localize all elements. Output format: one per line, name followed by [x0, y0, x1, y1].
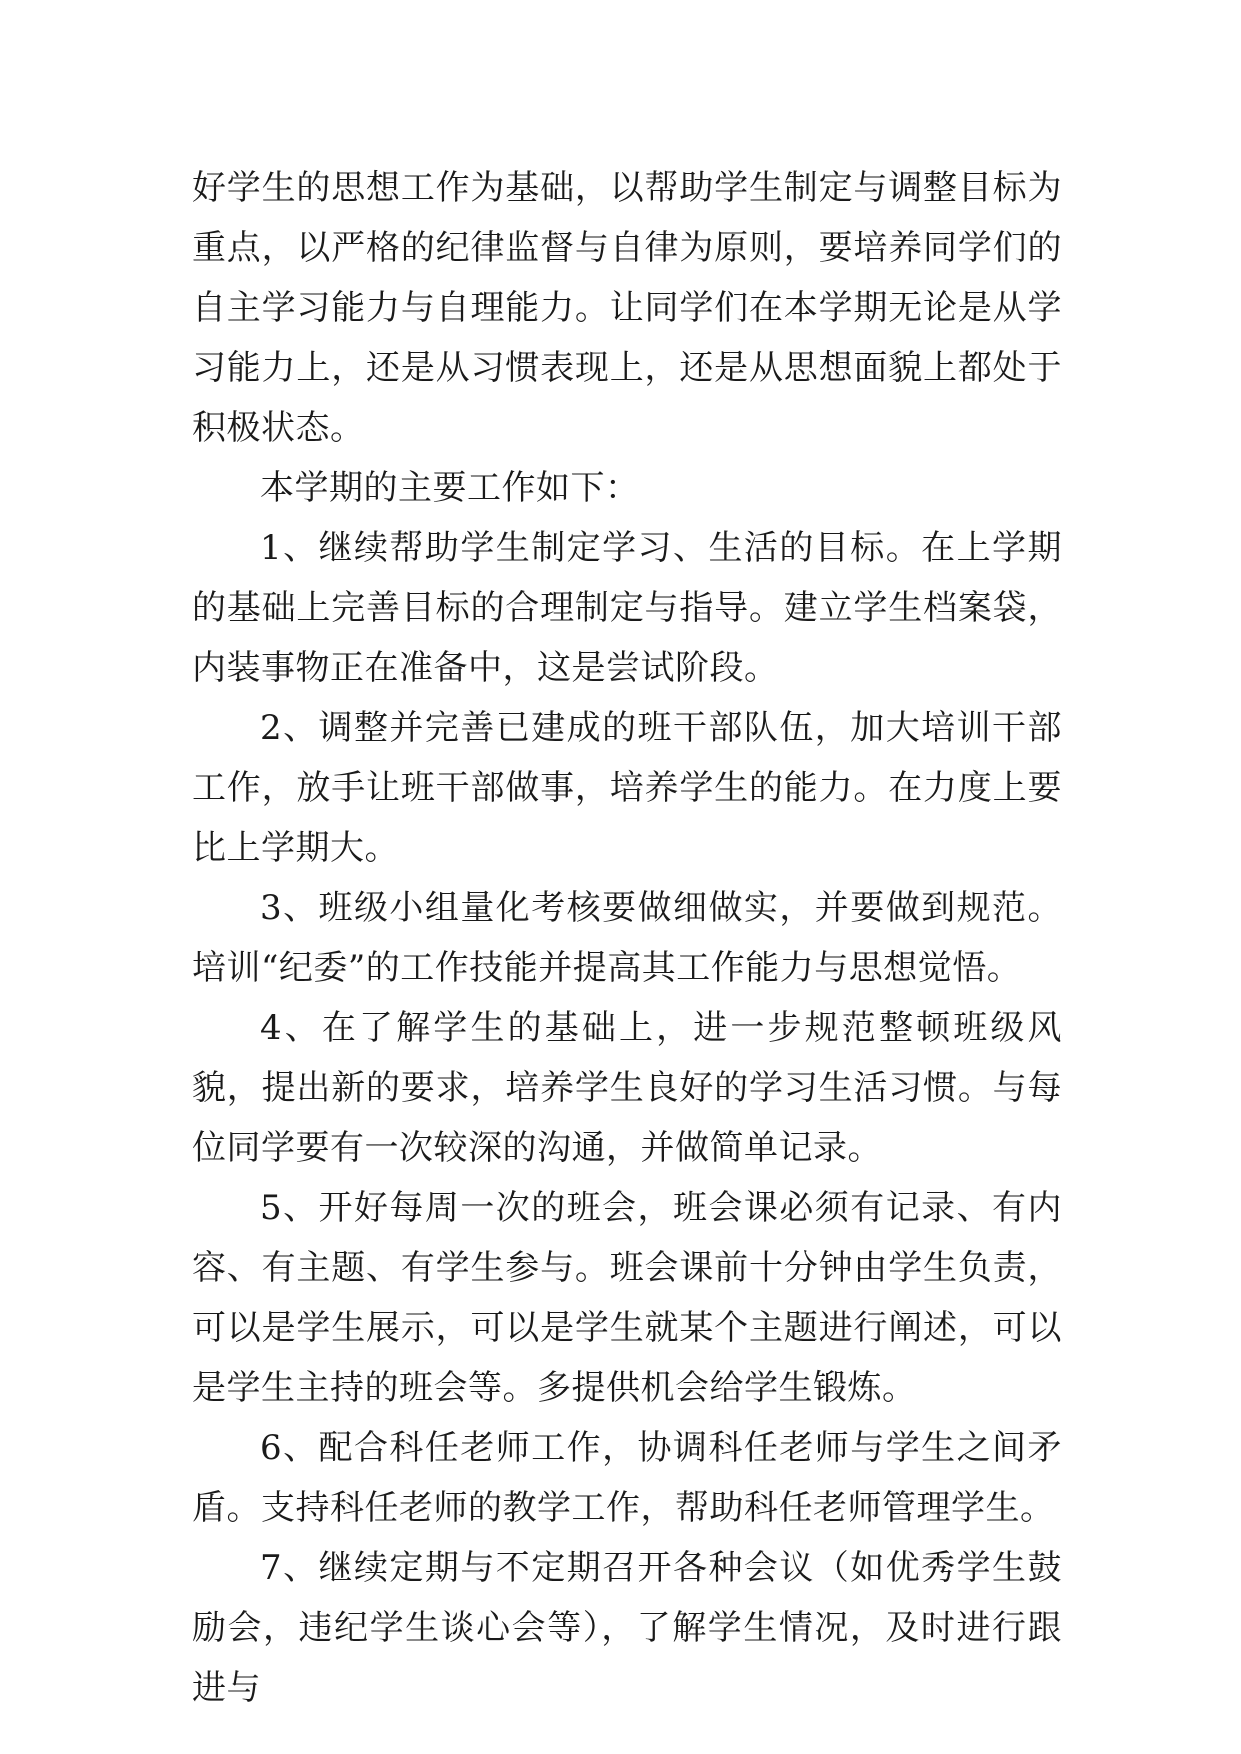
paragraph-item-4: 4、在了解学生的基础上，进一步规范整顿班级风貌，提出新的要求，培养学生良好的学习生活习惯。与每位同学要有一次较深的沟通，并做简单记录。 [192, 1008, 1062, 1168]
paragraph-item-5: 5、开好每周一次的班会，班会课必须有记录、有内容、有主题、有学生参与。班会课前十分钟由学生负责，可以是学生展示，可以是学生就某个主题进行阐述，可以是学生主持的班会等。多提供机会给学生锻炼。 [192, 1188, 1062, 1408]
paragraph-item-1: 1、继续帮助学生制定学习、生活的目标。在上学期的基础上完善目标的合理制定与指导。建立学生档案袋，内装事物正在准备中，这是尝试阶段。 [192, 528, 1062, 688]
paragraph-item-6: 6、配合科任老师工作，协调科任老师与学生之间矛盾。支持科任老师的教学工作，帮助科任老师管理学生。 [192, 1428, 1062, 1528]
document-body [192, 158, 1062, 1718]
paragraph-item-3: 3、班级小组量化考核要做细做实，并要做到规范。培训“纪委”的工作技能并提高其工作能力与思想觉悟。 [192, 888, 1062, 988]
paragraph-item-2: 2、调整并完善已建成的班干部队伍，加大培训干部工作，放手让班干部做事，培养学生的能力。在力度上要比上学期大。 [192, 708, 1062, 868]
paragraph-continued-intro: 好学生的思想工作为基础，以帮助学生制定与调整目标为重点，以严格的纪律监督与自律为原则，要培养同学们的自主学习能力与自理能力。让同学们在本学期无论是从学习能力上，还是从习惯表现上，还是从思想面貌上都处于积极状态。 [192, 168, 1062, 448]
paragraph-main-work-heading: 本学期的主要工作如下： [260, 468, 640, 508]
paragraph-item-7: 7、继续定期与不定期召开各种会议（如优秀学生鼓励会，违纪学生谈心会等），了解学生情况，及时进行跟进与 [192, 1548, 1062, 1708]
